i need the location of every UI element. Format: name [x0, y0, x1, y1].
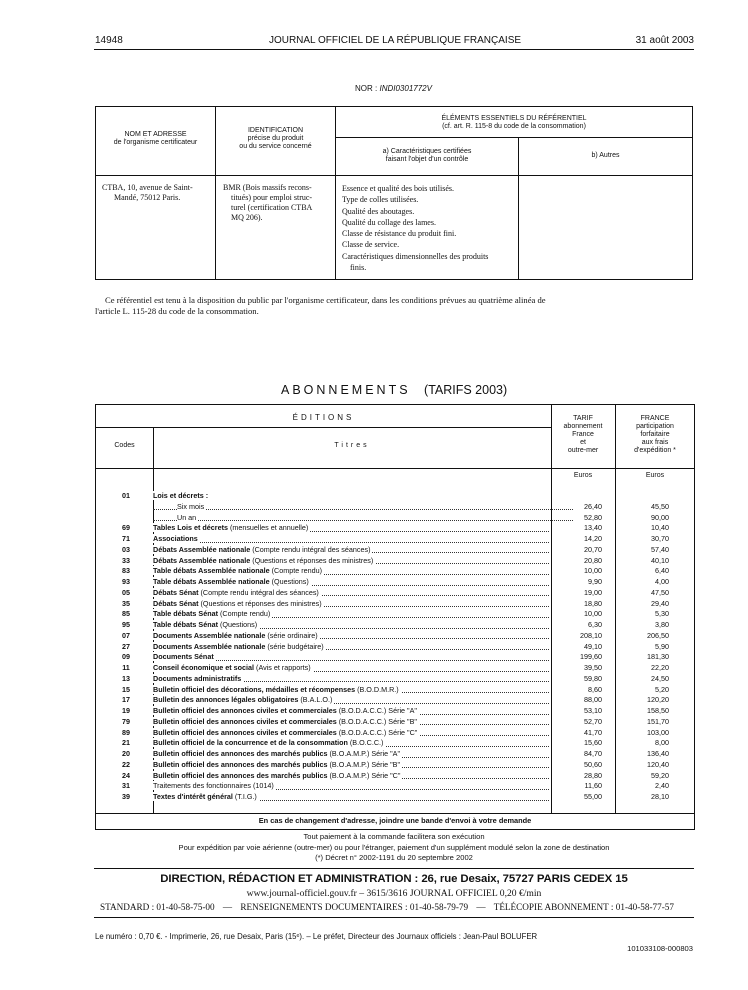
direction-top-rule [94, 868, 694, 869]
tarif-price: 55,00 [584, 792, 602, 801]
tarif-price: 49,10 [584, 641, 602, 651]
row-code: 01 [122, 491, 130, 500]
subscription-row [96, 534, 694, 545]
subscription-rows [96, 491, 694, 803]
nor-label: NOR : [355, 84, 378, 93]
shipping-price: 5,20 [655, 684, 669, 694]
shipping-price: 57,40 [651, 544, 669, 554]
leader-dots [153, 542, 549, 543]
shipping-price: 206,50 [647, 630, 669, 640]
subscription-row [96, 599, 694, 610]
shipping-price: 24,50 [651, 673, 669, 683]
tarif-price: 52,80 [584, 512, 602, 522]
row-code: 07 [122, 630, 130, 640]
tarif-price: 8,60 [588, 684, 602, 694]
shipping-price: 120,40 [647, 759, 669, 769]
row-code: 69 [122, 523, 130, 533]
row-code: 35 [122, 598, 130, 608]
row-title: Table débats Sénat (Questions) [153, 620, 549, 631]
row-title: Bulletin officiel des annonces des marchés publics (B.O.A.M.P.) Série "C" [153, 771, 549, 782]
contact-line: STANDARD : 01-40-58-75-00 — RENSEIGNEMENTS DOCUMENTAIRES : 01-40-58-79-79 — TÉLÉCOPIE ABONNEMENT : 01-40-58-77-57 [100, 902, 674, 912]
nor-reference [355, 84, 432, 94]
tarif-price: 84,70 [584, 749, 602, 758]
tarif-price: 18,80 [584, 598, 602, 608]
row-code: 39 [122, 792, 130, 801]
subscription-row [96, 588, 694, 599]
subscription-row [96, 792, 694, 803]
row-title: Bulletin officiel des annonces civiles et commerciales (B.O.D.A.C.C.) Série "C" [153, 728, 549, 739]
codes-header: Codes [114, 442, 135, 449]
elements-header: ÉLÉMENTS ESSENTIELS DU RÉFÉRENTIEL (cf. art. R. 115-8 du code de la consommation) [441, 115, 587, 130]
france-header: FRANCE participation forfaitaire aux frais d'expédition * [634, 415, 676, 454]
referentiel-table [95, 106, 693, 280]
row-code: 22 [122, 759, 130, 769]
row-title: Tables Lois et décrets (mensuelles et annuelle) [153, 523, 549, 534]
change-address-notice: En cas de changement d'adresse, joindre une bande d'envoi à votre demande [258, 816, 532, 825]
row-code: 17 [122, 695, 130, 705]
shipping-price: 151,70 [647, 716, 669, 726]
tarif-price: 52,70 [584, 716, 602, 726]
shipping-price: 4,00 [655, 577, 669, 586]
shipping-price: 59,20 [651, 770, 669, 780]
shipping-price: 3,80 [655, 620, 669, 629]
subscription-row [96, 663, 694, 674]
tarif-price: 39,50 [584, 663, 602, 672]
others-subheader: b) Autres [591, 152, 620, 159]
row-code: 27 [122, 641, 130, 651]
subscription-row [96, 695, 694, 706]
shipping-price: 5,90 [655, 641, 669, 651]
tarif-price: 13,40 [584, 523, 602, 533]
row-code: 93 [122, 577, 130, 586]
row-title: Table débats Assemblée nationale (Compte rendu) [153, 566, 549, 577]
tarif-price: 20,70 [584, 544, 602, 554]
tarif-price: 59,80 [584, 673, 602, 683]
row-title: Associations [153, 534, 549, 545]
subscription-row [96, 566, 694, 577]
subscription-row [96, 652, 694, 663]
subscription-row [96, 749, 694, 760]
row-code: 15 [122, 684, 130, 694]
row-code: 09 [122, 652, 130, 662]
row-title: Débats Assemblée nationale (Questions et réponses des ministres) [153, 556, 549, 567]
subscription-row [96, 556, 694, 567]
tarif-price: 9,90 [588, 577, 602, 586]
identification-header: IDENTIFICATION précise du produit ou du service concerné [239, 127, 312, 150]
shipping-price: 136,40 [647, 749, 669, 758]
issue-date: 31 août 2003 [635, 35, 694, 46]
direction-address: DIRECTION, RÉDACTION ET ADMINISTRATION : 26, rue Desaix, 75727 PARIS CEDEX 15 [160, 873, 628, 885]
editions-header: ÉDITIONS [292, 413, 355, 422]
shipping-price: 30,70 [651, 534, 669, 543]
footer-code: 101033108-000803 [627, 944, 693, 953]
page-number: 14948 [95, 35, 123, 46]
row-title: Six mois [153, 502, 573, 513]
row-title: Traitements des fonctionnaires (1014) [153, 781, 549, 792]
subscription-row [96, 545, 694, 556]
row-code: 85 [122, 609, 130, 619]
shipping-price: 2,40 [655, 781, 669, 791]
org-address: CTBA, 10, avenue de Saint- Mandé, 75012 Paris. [102, 183, 193, 202]
subscription-row [96, 642, 694, 653]
titres-header: Titres [334, 442, 370, 449]
air-shipping-note: Pour expédition par voie aérienne (outre-mer) ou pour l'étranger, paiement d'un supplément modulé selon la zone de destination [178, 842, 610, 852]
standard-phone: STANDARD : 01-40-58-75-00 [100, 902, 215, 912]
direction-bottom-rule [94, 917, 694, 918]
row-code: 79 [122, 716, 130, 726]
tarif-price: 14,20 [584, 534, 602, 543]
shipping-price: 5,30 [655, 609, 669, 619]
tarif-price: 10,00 [584, 609, 602, 619]
row-code: 89 [122, 727, 130, 737]
row-code: 11 [122, 663, 130, 672]
row-title: Table débats Assemblée nationale (Questions) [153, 577, 549, 588]
row-title: Conseil économique et social (Avis et rapports) [153, 663, 549, 674]
tarif-price: 41,70 [584, 727, 602, 737]
tarif-price: 19,00 [584, 587, 602, 597]
certified-characteristics: Essence et qualité des bois utilisés. Type de colles utilisées. Qualité des aboutages. Qualité du collage des lames. Classe de résistance du produit fini. Classe de service. Caractéristiques dimensionnelles des produits finis. [342, 184, 489, 273]
product-identification: BMR (Bois massifs recons- titués) pour emploi struc- turel (certification CTBA MQ 206). [223, 183, 313, 222]
subscription-row [96, 706, 694, 717]
row-code: 71 [122, 534, 130, 543]
row-title: Documents Sénat [153, 652, 549, 663]
row-code: 95 [122, 620, 130, 629]
row-title: Bulletin officiel des annonces civiles et commerciales (B.O.D.A.C.C.) Série "A" [153, 706, 549, 717]
payment-note: Tout paiement à la commande facilitera son exécution [303, 832, 485, 841]
tarif-price: 10,00 [584, 566, 602, 576]
shipping-price: 181,30 [647, 652, 669, 662]
tarif-price: 6,30 [588, 620, 602, 629]
shipping-price: 103,00 [647, 727, 669, 737]
shipping-price: 28,10 [651, 792, 669, 801]
tarif-price: 20,80 [584, 555, 602, 565]
leader-dots [153, 520, 573, 521]
row-title: Bulletin officiel des annonces civiles et commerciales (B.O.D.A.C.C.) Série "B" [153, 717, 549, 728]
header-rule [94, 49, 694, 50]
row-title: Un an [153, 513, 573, 524]
subscription-row [96, 513, 694, 524]
nor-value: INDI0301772V [379, 84, 432, 93]
subscription-row [96, 728, 694, 739]
row-code: 83 [122, 566, 130, 576]
row-code: 13 [122, 673, 130, 683]
subscription-row [96, 523, 694, 534]
subscription-row [96, 620, 694, 631]
row-code: 21 [122, 738, 130, 748]
row-code: 31 [122, 781, 130, 791]
subscription-row [96, 631, 694, 642]
row-title: Bulletin officiel des décorations, médailles et récompenses (B.O.D.M.R.) [153, 685, 549, 696]
subscription-row [96, 685, 694, 696]
subscription-row [96, 502, 694, 513]
telecopie-phone: TÉLÉCOPIE ABONNEMENT : 01-40-58-77-57 [493, 902, 674, 912]
shipping-price: 158,50 [647, 706, 669, 715]
tarif-price: 53,10 [584, 706, 602, 715]
footer-imprint: Le numéro : 0,70 €. - Imprimerie, 26, rue Desaix, Paris (15ᵉ). – Le préfet, Directeur des Journaux officiels : Jean-Paul BOLUFER [95, 932, 538, 941]
tarif-price: 28,80 [584, 770, 602, 780]
subscription-row [96, 717, 694, 728]
tarif-price: 26,40 [584, 501, 602, 511]
abonnements-title: ABONNEMENTS (TARIFS 2003) [281, 383, 508, 397]
subscription-row [96, 738, 694, 749]
row-title: Débats Assemblée nationale (Compte rendu intégral des séances) [153, 545, 549, 556]
org-header: NOM ET ADRESSE de l'organisme certificateur [113, 131, 198, 146]
shipping-price: 22,20 [651, 663, 669, 672]
row-title: Table débats Sénat (Compte rendu) [153, 609, 549, 620]
subscription-row [96, 577, 694, 588]
row-title: Documents Assemblée nationale (série ordinaire) [153, 631, 549, 642]
referentiel-paragraph: Ce référentiel est tenu à la disposition du public par l'organisme certificateur, dans les conditions prévues au quatrième alinéa de l'article L. 115-28 du code de la consommation. [95, 295, 546, 316]
row-code: 03 [122, 544, 130, 554]
renseignements-phone: RENSEIGNEMENTS DOCUMENTAIRES : 01-40-58-79-79 [240, 902, 469, 912]
characteristics-subheader: a) Caractéristiques certifiées faisant l'objet d'un contrôle [382, 148, 472, 163]
shipping-price: 90,00 [651, 512, 669, 522]
row-code: 24 [122, 770, 130, 780]
row-code: 20 [122, 749, 130, 758]
subscription-row [96, 609, 694, 620]
subscriptions-table [95, 404, 695, 830]
tarif-price: 15,60 [584, 738, 602, 748]
row-title: Textes d'intérêt général (T.I.G.) [153, 792, 549, 803]
subscription-row [96, 674, 694, 685]
shipping-price: 29,40 [651, 598, 669, 608]
subscription-row [96, 491, 694, 502]
row-title: Bulletin des annonces légales obligatoires (B.A.L.O.) [153, 695, 549, 706]
euros-label-1: Euros [573, 472, 593, 479]
leader-dots [153, 509, 573, 510]
row-title: Lois et décrets : [153, 491, 209, 500]
shipping-price: 120,20 [647, 695, 669, 705]
row-code: 19 [122, 706, 130, 715]
shipping-price: 6,40 [655, 566, 669, 576]
shipping-price: 10,40 [651, 523, 669, 533]
shipping-price: 45,50 [651, 501, 669, 511]
row-code: 05 [122, 587, 130, 597]
shipping-price: 8,00 [655, 738, 669, 748]
row-title: Documents administratifs [153, 674, 549, 685]
row-title: Débats Sénat (Questions et réponses des ministres) [153, 599, 549, 610]
row-title: Débats Sénat (Compte rendu intégral des séances) [153, 588, 549, 599]
tarif-price: 88,00 [584, 695, 602, 705]
row-title: Bulletin officiel des annonces des marchés publics (B.O.A.M.P.) Série "A" [153, 749, 549, 760]
row-code: 33 [122, 555, 130, 565]
row-title: Documents Assemblée nationale (série budgétaire) [153, 642, 549, 653]
euros-label-2: Euros [645, 472, 665, 479]
row-title: Bulletin officiel des annonces des marchés publics (B.O.A.M.P.) Série "B" [153, 760, 549, 771]
tarif-price: 208,10 [580, 630, 602, 640]
shipping-price: 40,10 [651, 555, 669, 565]
shipping-price: 47,50 [651, 587, 669, 597]
subscription-row [96, 771, 694, 782]
tarif-header: TARIF abonnement France et outre-mer [563, 415, 603, 454]
subscription-row [96, 760, 694, 771]
journal-title: JOURNAL OFFICIEL DE LA RÉPUBLIQUE FRANÇAISE [268, 35, 522, 46]
decree-note: (*) Décret n° 2002-1191 du 20 septembre 2002 [315, 853, 473, 862]
row-title: Bulletin officiel de la concurrence et de la consommation (B.O.C.C.) [153, 738, 549, 749]
subscription-row [96, 781, 694, 792]
tarif-price: 199,60 [580, 652, 602, 662]
tarif-price: 50,60 [584, 759, 602, 769]
payment-notes [95, 832, 693, 864]
website-line: www.journal-officiel.gouv.fr – 3615/3616 JOURNAL OFFICIEL 0,20 €/min [246, 888, 542, 899]
tarif-price: 11,60 [584, 781, 602, 791]
